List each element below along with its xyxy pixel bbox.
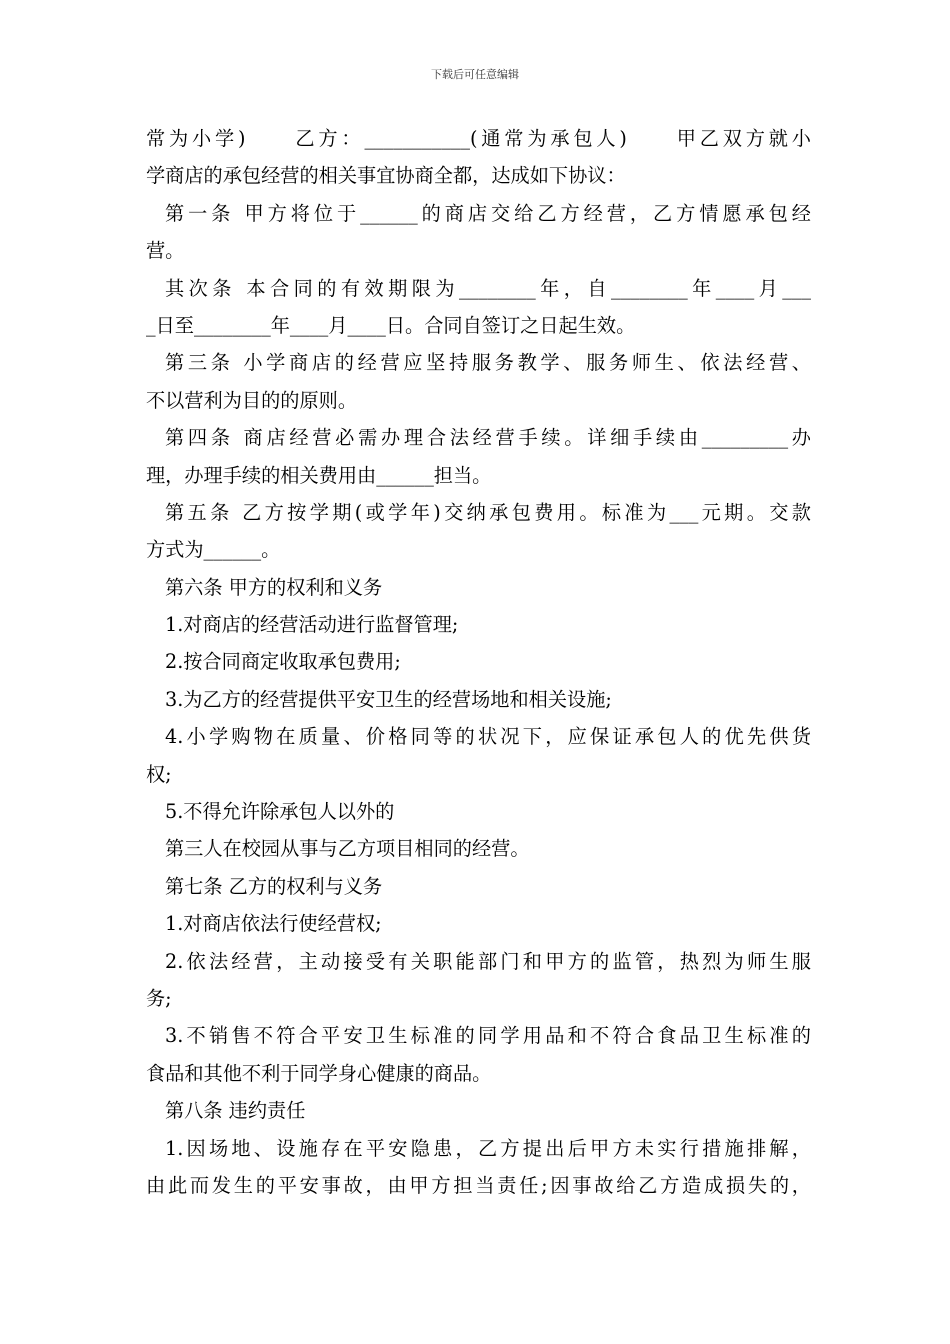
text-line: 第五条 乙方按学期(或学年)交纳承包费用。标准为___元期。交款 (165, 500, 811, 524)
text-line: 第三条 小学商店的经营应坚持服务教学、服务师生、依法经营、 (165, 351, 811, 375)
text-line: 第四条 商店经营必需办理合法经营手续。详细手续由_________办 (165, 426, 811, 450)
text-line: 第三人在校园从事与乙方项目相同的经营。 (165, 837, 530, 861)
text-line: 方式为______。 (146, 538, 281, 562)
text-line: 营。 (146, 239, 185, 263)
text-line: 第七条 乙方的权利与义务 (165, 874, 383, 898)
text-line: 学商店的承包经营的相关事宜协商全都，达成如下协议： (146, 164, 626, 188)
text-line: 由此而发生的平安事故，由甲方担当责任;因事故给乙方造成损失的， (146, 1173, 811, 1197)
text-line: 1.对商店的经营活动进行监督管理; (165, 613, 459, 637)
text-line: 3.不销售不符合平安卫生标准的同学用品和不符合食品卫生标准的 (165, 1024, 811, 1048)
text-line: 5.不得允许除承包人以外的 (165, 800, 395, 824)
text-line: 第六条 甲方的权利和义务 (165, 575, 383, 599)
text-line: 第一条 甲方将位于______的商店交给乙方经营，乙方情愿承包经 (165, 201, 811, 225)
page-header: 下载后可任意编辑 (431, 68, 519, 81)
contract-body (146, 120, 811, 1204)
text-line: 4.小学购物在质量、价格同等的状况下，应保证承包人的优先供货 (165, 725, 811, 749)
text-line: 2.按合同商定收取承包费用; (165, 650, 401, 674)
text-line: 理，办理手续的相关费用由______担当。 (146, 463, 492, 487)
text-line: 1.因场地、设施存在平安隐患，乙方提出后甲方未实行措施排解， (165, 1136, 811, 1160)
text-line: 权; (146, 762, 172, 786)
text-line: 3.为乙方的经营提供平安卫生的经营场地和相关设施; (165, 687, 612, 711)
text-line: 务; (146, 986, 172, 1010)
text-line: _日至________年____月____日。合同自签订之日起生效。 (146, 313, 636, 337)
text-line: 第八条 违约责任 (165, 1099, 306, 1123)
text-line: 不以营利为目的的原则。 (146, 388, 358, 412)
text-line: 其次条 本合同的有效期限为________年，自________年____月___ (165, 276, 811, 300)
text-line: 1.对商店依法行使经营权; (165, 912, 382, 936)
text-line: 常为小学) 乙方：___________(通常为承包人) 甲乙双方就小 (146, 127, 811, 150)
text-line: 食品和其他不利于同学身心健康的商品。 (146, 1061, 492, 1085)
text-line: 2.依法经营，主动接受有关职能部门和甲方的监管，热烈为师生服 (165, 949, 811, 973)
